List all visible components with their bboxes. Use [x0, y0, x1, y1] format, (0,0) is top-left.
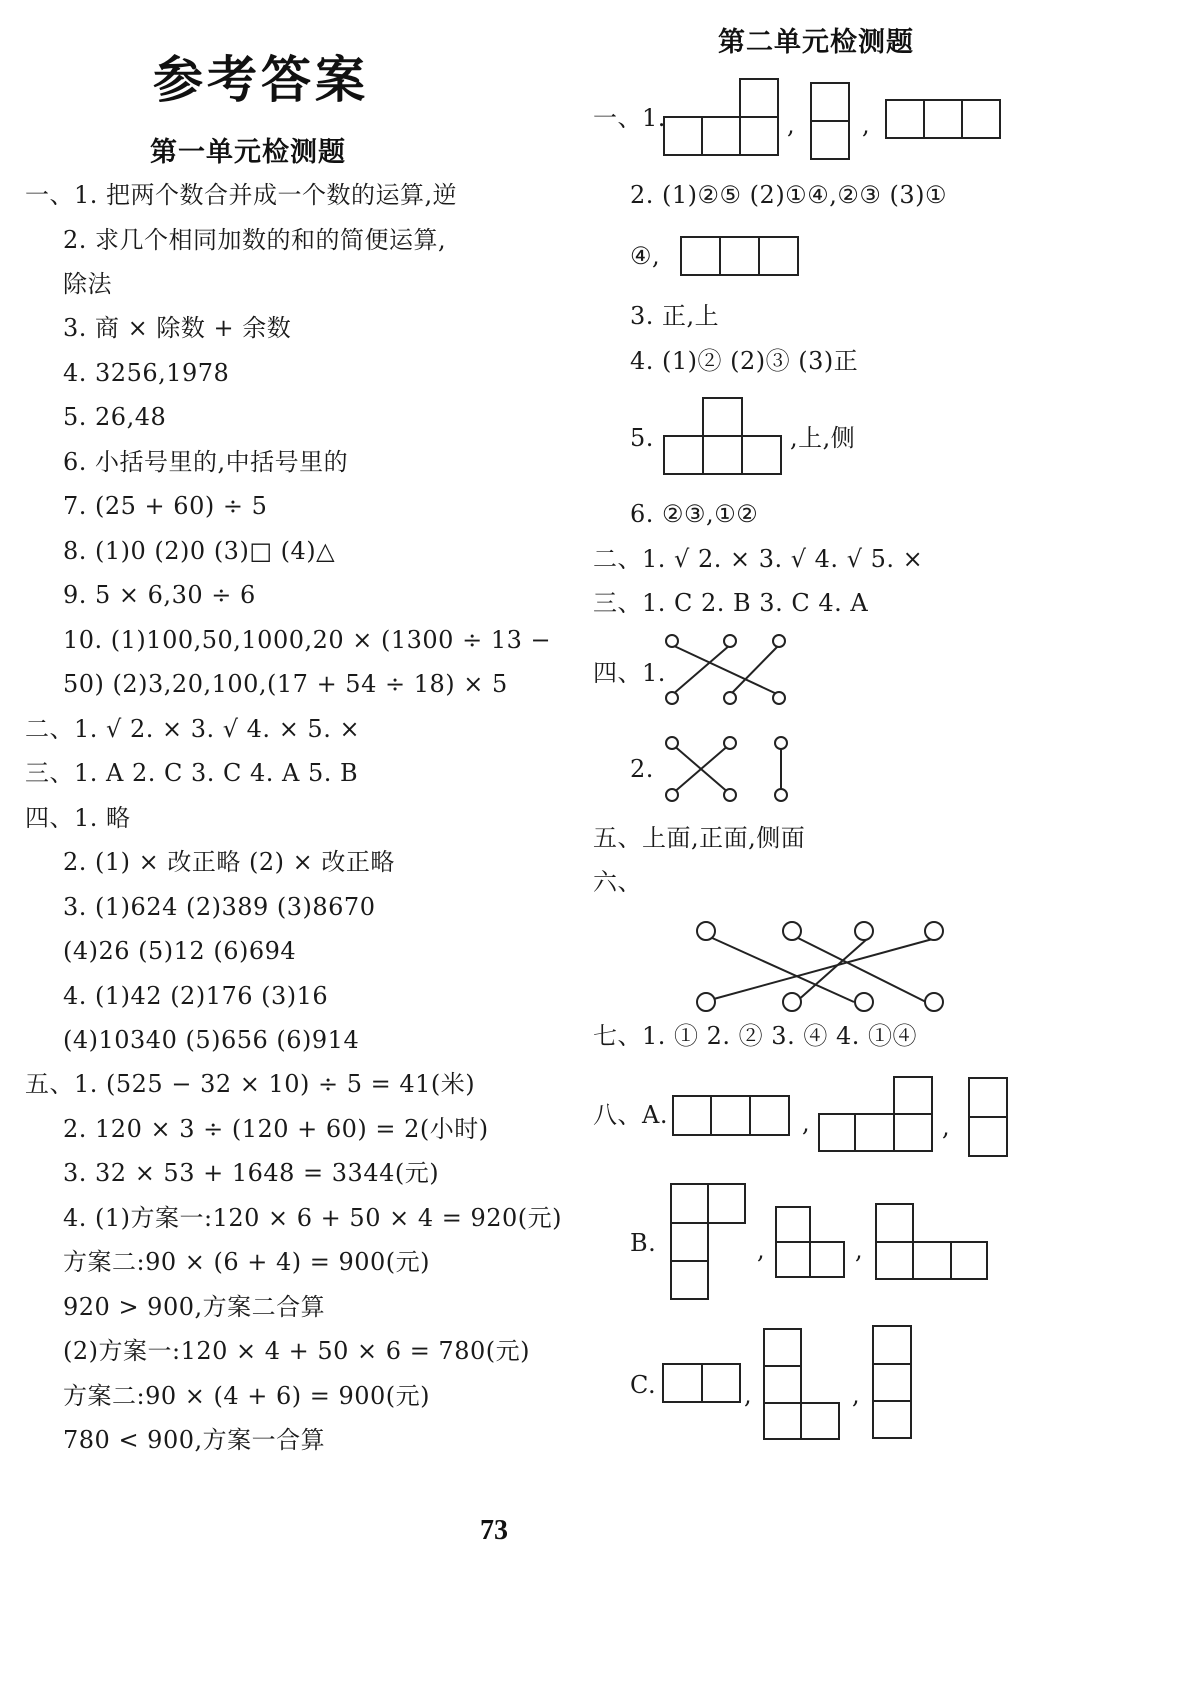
answer-line: (2)方案一:120 × 4 + 50 × 6 = 780(元) [63, 1337, 530, 1365]
comma: , [744, 1381, 753, 1409]
answer-line: 10. (1)100,50,1000,20 × (1300 ÷ 13 − [63, 626, 552, 654]
answer-line: (4)10340 (5)656 (6)914 [63, 1026, 360, 1054]
view-figure-row-3 [680, 236, 802, 278]
answer-line: 3. 商 × 除数 + 余数 [63, 314, 292, 342]
answer-line: 二、1. √ 2. × 3. √ 4. × 5. × [25, 715, 361, 743]
view-figure-c-shape-2 [763, 1328, 843, 1440]
comma: , [855, 1236, 864, 1264]
answer-line: 6. ②③,①② [630, 500, 759, 528]
question-label: 5. [630, 424, 654, 452]
answer-line: 3. (1)624 (2)389 (3)8670 [63, 893, 376, 921]
comma: , [862, 111, 871, 139]
answer-line: 2. (1) × 改正略 (2) × 改正略 [63, 848, 395, 876]
answer-line: 7. (25 + 60) ÷ 5 [63, 492, 268, 520]
comma: , [787, 111, 796, 139]
view-figure-b-shape-2 [775, 1206, 849, 1280]
page-number: 73 [480, 1515, 508, 1546]
answer-line: 方案二:90 × (6 + 4) = 900(元) [63, 1248, 431, 1276]
answer-line: 除法 [63, 270, 112, 298]
page-title: 参考答案 [153, 51, 369, 109]
question-label: 2. [630, 755, 654, 783]
answer-line: 七、1. ① 2. ② 3. ④ 4. ①④ [593, 1022, 917, 1050]
view-figure-c-shape-3 [872, 1325, 916, 1441]
answer-line: 6. 小括号里的,中括号里的 [63, 448, 349, 476]
answer-line: 三、1. C 2. B 3. C 4. A [593, 589, 869, 617]
comma: , [757, 1236, 766, 1264]
comma: , [942, 1113, 951, 1141]
comma: , [802, 1109, 811, 1137]
answer-line: 五、1. (525 − 32 × 10) ÷ 5 = 41(米) [25, 1070, 476, 1098]
unit2-heading: 第二单元检测题 [718, 27, 914, 58]
answer-line: 二、1. √ 2. × 3. √ 4. √ 5. × [593, 545, 924, 573]
matching-diagram-s4-q1 [660, 635, 800, 705]
answer-line: 920 > 900,方案二合算 [63, 1293, 326, 1321]
view-figure-b-shape-3 [875, 1203, 995, 1279]
answer-line: 2. 120 × 3 ÷ (120 + 60) = 2(小时) [63, 1115, 489, 1143]
view-figure-a-vertical-2 [968, 1077, 1010, 1159]
view-figure-a-l-shape [818, 1076, 938, 1154]
answer-line: (4)26 (5)12 (6)694 [63, 937, 297, 965]
answer-line: 4. 3256,1978 [63, 359, 230, 387]
answer-line: 4. (1)42 (2)176 (3)16 [63, 982, 329, 1010]
answer-line: 方案二:90 × (4 + 6) = 900(元) [63, 1382, 431, 1410]
answer-line: 9. 5 × 6,30 ÷ 6 [63, 581, 256, 609]
view-figure-vertical-2 [810, 82, 854, 164]
answer-line: 三、1. A 2. C 3. C 4. A 5. B [25, 759, 359, 787]
answer-line: 3. 32 × 53 + 1648 = 3344(元) [63, 1159, 440, 1187]
view-figure-l-shape [663, 80, 783, 160]
unit1-heading: 第一单元检测题 [150, 137, 346, 168]
answer-line: 50) (2)3,20,100,(17 + 54 ÷ 18) × 5 [63, 670, 508, 698]
question-label: 八、A. [593, 1101, 668, 1129]
question-label: B. [630, 1229, 657, 1257]
matching-diagram-s4-q2 [660, 738, 800, 802]
view-figure-row-3 [885, 99, 1005, 141]
answer-line: 一、1. 把两个数合并成一个数的运算,逆 [25, 181, 458, 209]
answer-line: 4. (1)方案一:120 × 6 + 50 × 4 = 920(元) [63, 1204, 562, 1232]
comma: , [852, 1381, 861, 1409]
question-label: 六、 [593, 868, 642, 896]
answer-line: 780 < 900,方案一合算 [63, 1426, 326, 1454]
answer-line: ④, [630, 242, 661, 270]
matching-diagram-s6 [697, 922, 957, 1012]
question-label: C. [630, 1371, 657, 1399]
answer-line: 5. 26,48 [63, 403, 167, 431]
view-figure-a-row-3 [672, 1095, 794, 1137]
answer-line: 2. 求几个相同加数的和的简便运算, [63, 226, 447, 254]
question-label: 一、1. [593, 104, 666, 132]
view-figure-t-shape [663, 398, 787, 476]
answer-line: 4. (1)② (2)③ (3)正 [630, 347, 859, 375]
question-label: 四、1. [593, 659, 666, 687]
answer-line: 五、上面,正面,侧面 [593, 824, 806, 852]
answer-line: 8. (1)0 (2)0 (3)□ (4)△ [63, 537, 336, 565]
view-figure-b-shape-1 [670, 1183, 750, 1301]
answer-line: 3. 正,上 [630, 302, 720, 330]
view-figure-c-shape-1 [662, 1363, 744, 1405]
answer-text: ,上,侧 [790, 424, 856, 452]
answer-line: 2. (1)②⑤ (2)①④,②③ (3)① [630, 181, 948, 209]
answer-line: 四、1. 略 [25, 804, 131, 832]
